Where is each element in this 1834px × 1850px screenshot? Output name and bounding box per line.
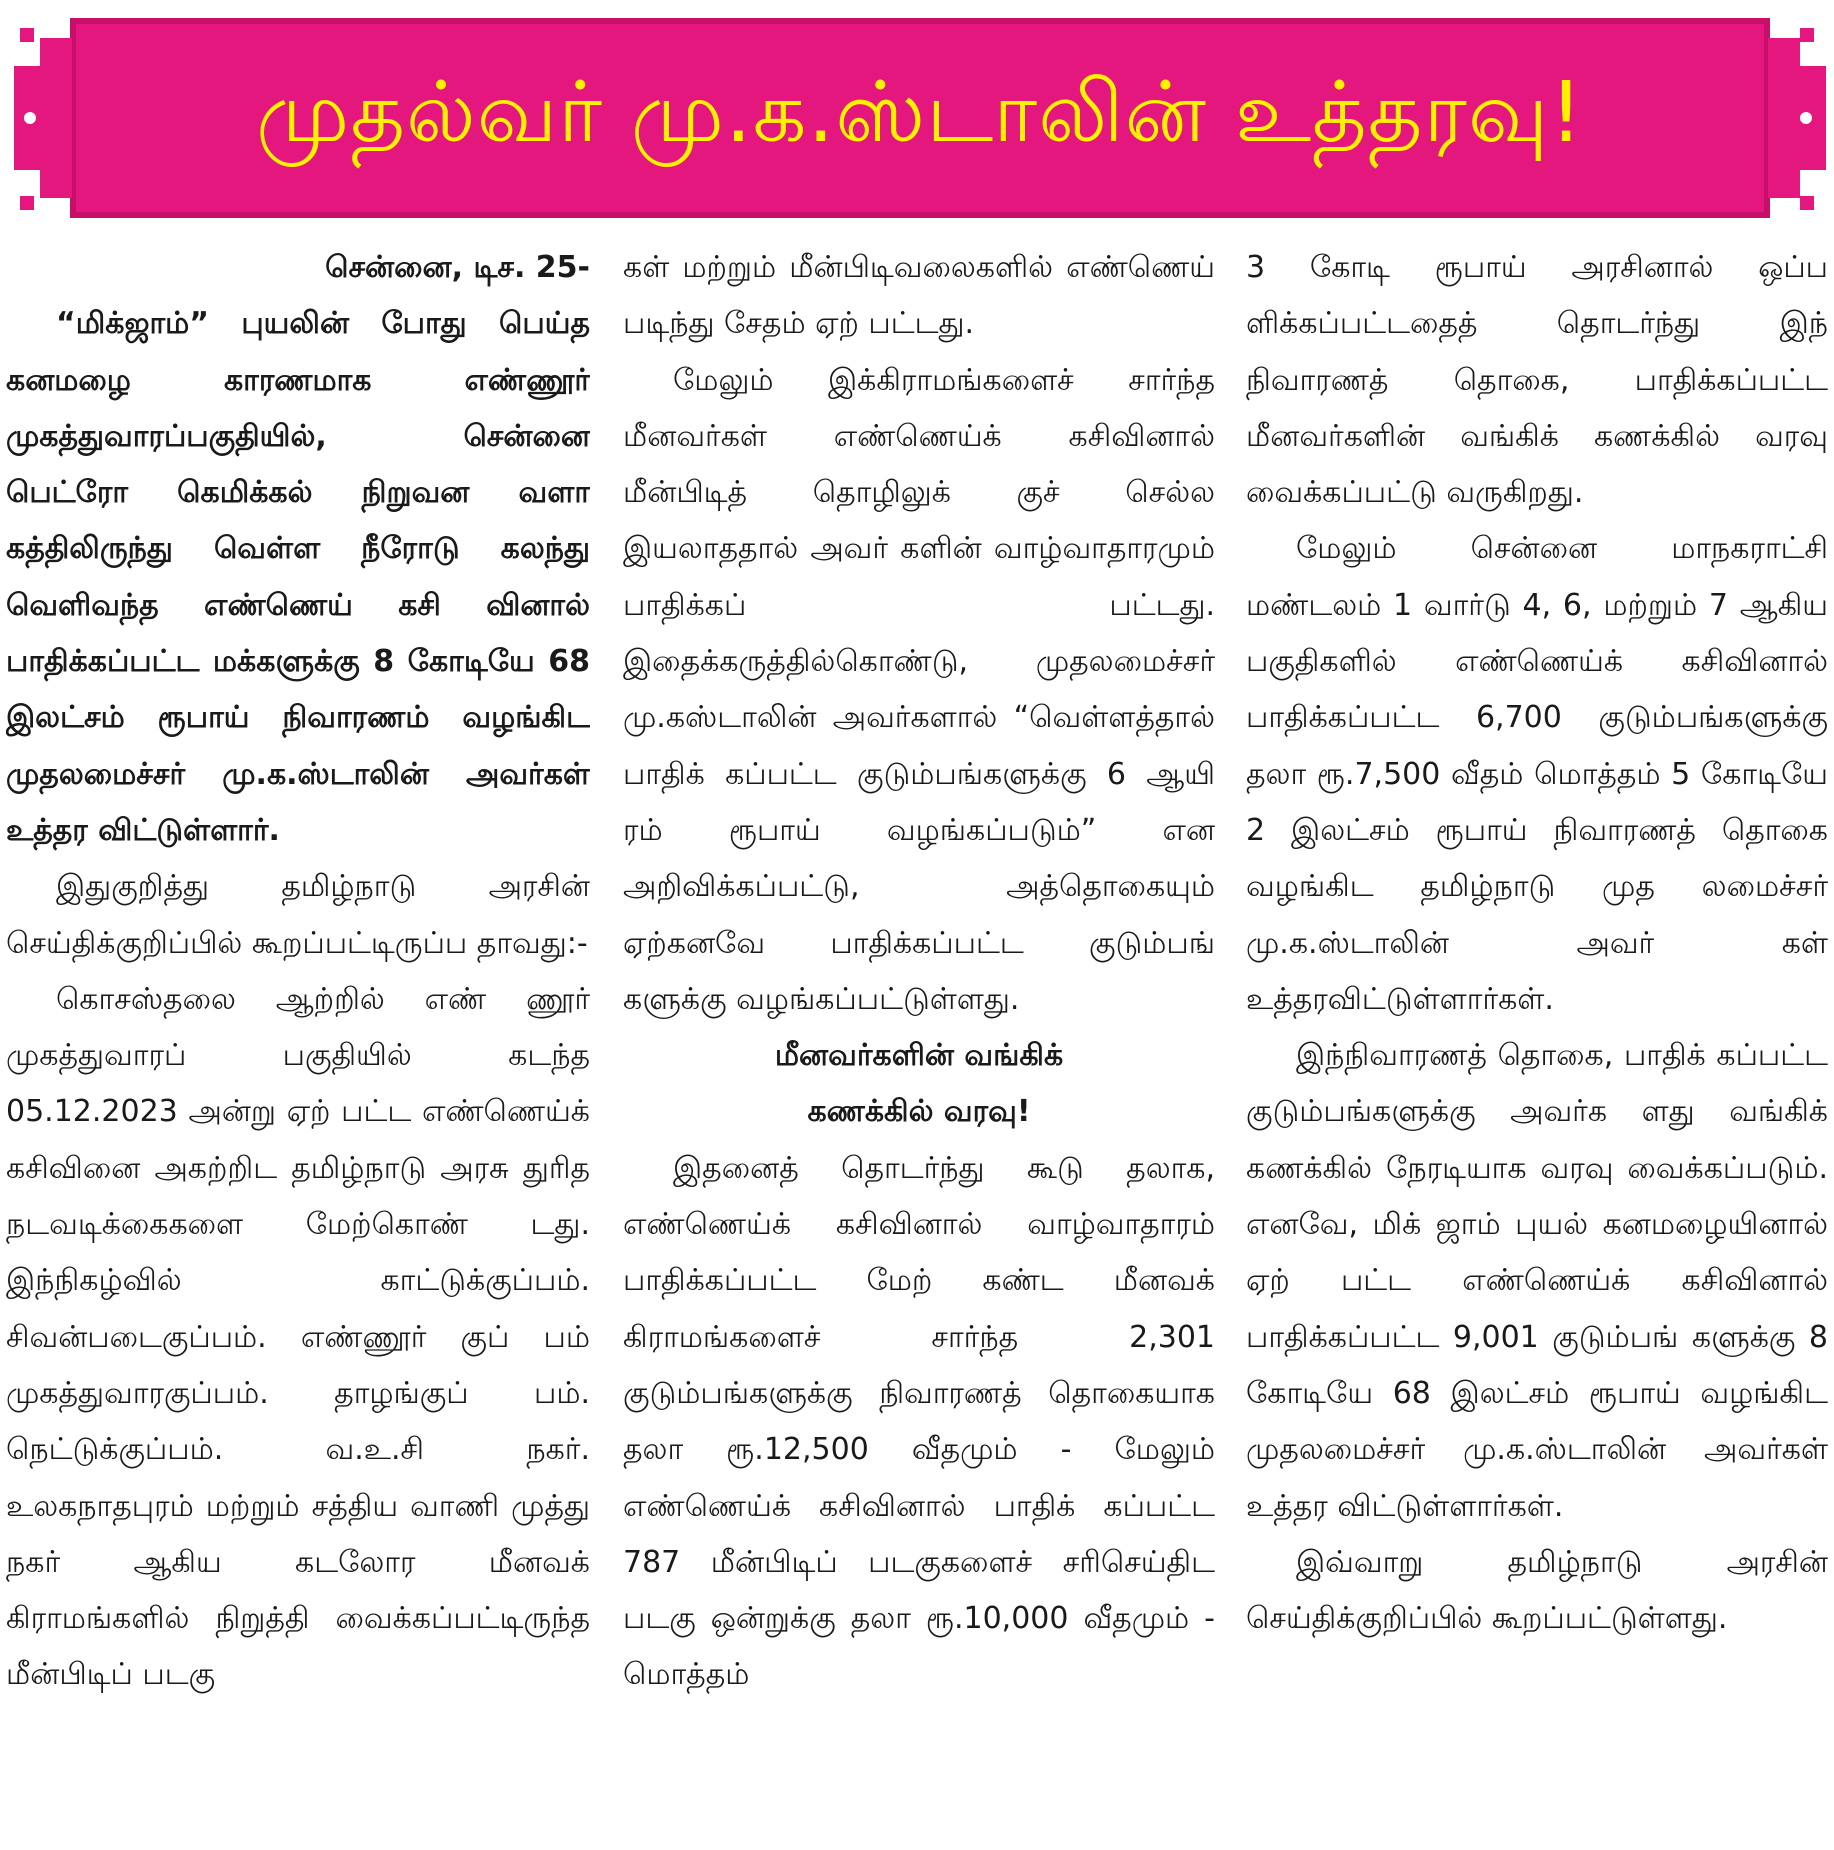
paragraph: இந்நிவாரணத் தொகை, பாதிக் கப்பட்ட குடும்பங்களுக்கு அவர்க ளது வங்கிக் கணக்கில் நேரடியாக வரவு வைக்கப்படும். எனவே, மிக் ஜாம் புயல் கனமழையினால் ஏற் பட்ட எண்ணெய்க் கசிவினால் பாதிக்கப்பட்ட 9,001 குடும்பங் களுக்கு 8 கோடியே 68 இலட்சம் ரூபாய் வழங்கிட முதலமைச்சர் மு.க.ஸ்டாலின் அவர்கள் உத்தர விட்டுள்ளார்கள்.: [1246, 1038, 1828, 1524]
paragraph: மேலும் இக்கிராமங்களைச் சார்ந்த மீனவர்கள் எண்ணெய்க் கசிவினால் மீன்பிடித் தொழிலுக் குச் செல்ல இயலாததால் அவர் களின் வாழ்வாதாரமும் பாதிக்கப் பட்டது. இதைக்கருத்தில்கொண்டு, முதலமைச்சர் மு.கஸ்டாலின் அவர்களால் “வெள்ளத்தால் பாதிக் கப்பட்ட குடும்பங்களுக்கு 6 ஆயி ரம் ரூபாய் வழங்கப்படும்” என அறிவிக்கப்பட்டு, அத்தொகையும் ஏற்கனவே பாதிக்கப்பட்ட குடும்பங் களுக்கு வழங்கப்பட்டுள்ளது.: [623, 362, 1215, 1017]
dateline: சென்னை, டிச. 25-: [325, 250, 590, 285]
subheading-line-2: கணக்கில் வரவு!: [807, 1094, 1031, 1130]
banner-left-step-1: [40, 38, 72, 198]
corner-square-top-left: [20, 28, 34, 42]
paragraph: இதனைத் தொடர்ந்து கூடு தலாக, எண்ணெய்க் கசிவினால் வாழ்வாதாரம் பாதிக்கப்பட்ட மேற் கண்ட மீனவக் கிராமங்களைச் சார்ந்த 2,301 குடும்பங்களுக்கு நிவாரணத் தொகையாக தலா ரூ.12,500 வீதமும் - மேலும் எண்ணெய்க் கசிவினால் பாதிக் கப்பட்ட 787 மீன்பிடிப் படகுகளைச் சரிசெய்திட படகு ஒன்றுக்கு தலா ரூ.10,000 வீதமும் - மொத்தம்: [623, 1150, 1215, 1693]
banner-dot-left: [24, 112, 36, 124]
banner-right-step-1: [1768, 38, 1800, 198]
closing-paragraph: இவ்வாறு தமிழ்நாடு அரசின் செய்திக்குறிப்பில் கூறப்பட்டுள்ளது.: [1246, 1544, 1828, 1637]
article-column-3: [1246, 240, 1828, 1845]
paragraph: 3 கோடி ரூபாய் அரசினால் ஒப்ப ளிக்கப்பட்டதைத் தொடர்ந்து இந் நிவாரணத் தொகை, பாதிக்கப்பட்ட மீனவர்களின் வங்கிக் கணக்கில் வரவு வைக்கப்பட்டு வருகிறது.: [1246, 250, 1828, 511]
paragraph: மேலும் சென்னை மாநகராட்சி மண்டலம் 1 வார்டு 4, 6, மற்றும் 7 ஆகிய பகுதிகளில் எண்ணெய்க் கசிவினால் பாதிக்கப்பட்ட 6,700 குடும்பங்களுக்கு தலா ரூ.7,500 வீதம் மொத்தம் 5 கோடியே 2 இலட்சம் ரூபாய் நிவாரணத் தொகை வழங்கிட தமிழ்நாடு முத லமைச்சர் மு.க.ஸ்டாலின் அவர் கள் உத்தரவிட்டுள்ளார்கள்.: [1246, 531, 1828, 1017]
paragraph: கொசஸ்தலை ஆற்றில் எண் ணூர் முகத்துவாரப் பகுதியில் கடந்த 05.12.2023 அன்று ஏற் பட்ட எண்ணெய்க் கசிவினை அகற்றிட தமிழ்நாடு அரசு துரித நடவடிக்கைகளை மேற்கொண் டது. இந்நிகழ்வில் காட்டுக்குப்பம். சிவன்படைகுப்பம். எண்ணூர் குப் பம் முகத்துவாரகுப்பம். தாழங்குப் பம். நெட்டுக்குப்பம். வ.உ.சி நகர். உலகநாதபுரம் மற்றும் சத்திய வாணி முத்து நகர் ஆகிய கடலோர மீனவக் கிராமங்களில் நிறுத்தி வைக்கப்பட்டிருந்த மீன்பிடிப் படகு: [6, 981, 590, 1693]
paragraph: கள் மற்றும் மீன்பிடிவலைகளில் எண்ணெய் படிந்து சேதம் ஏற் பட்டது.: [623, 250, 1215, 342]
article-body: [6, 240, 1828, 1845]
headline-banner: [0, 0, 1834, 230]
banner-dot-right: [1800, 112, 1812, 124]
corner-square-bottom-right: [1800, 196, 1814, 210]
article-column-1: [6, 240, 590, 1845]
article-column-2: [623, 240, 1215, 1845]
corner-square-bottom-left: [20, 196, 34, 210]
corner-square-top-right: [1800, 28, 1814, 42]
subheading-line-1: மீனவர்களின் வங்கிக்: [774, 1038, 1064, 1074]
headline-title: முதல்வர் மு.க.ஸ்டாலின் உத்தரவு!: [256, 63, 1584, 161]
paragraph: இதுகுறித்து தமிழ்நாடு அரசின் செய்திக்குறிப்பில் கூறப்பட்டிருப்ப தாவது:-: [6, 869, 590, 961]
lead-paragraph: “மிக்ஜாம்” புயலின் போது பெய்த கனமழை காரணமாக எண்ணூர் முகத்துவாரப்பகுதியில், சென்னை பெட்ரோ கெமிக்கல் நிறுவன வளா கத்திலிருந்து வெள்ள நீரோடு கலந்து வெளிவந்த எண்ணெய் கசி வினால் பாதிக்கப்பட்ட மக்களுக்கு 8 கோடியே 68 இலட்சம் ரூபாய் நிவாரணம் வழங்கிட முதலமைச்சர் மு.க.ஸ்டாலின் அவர்கள் உத்தர விட்டுள்ளார்.: [6, 306, 590, 848]
